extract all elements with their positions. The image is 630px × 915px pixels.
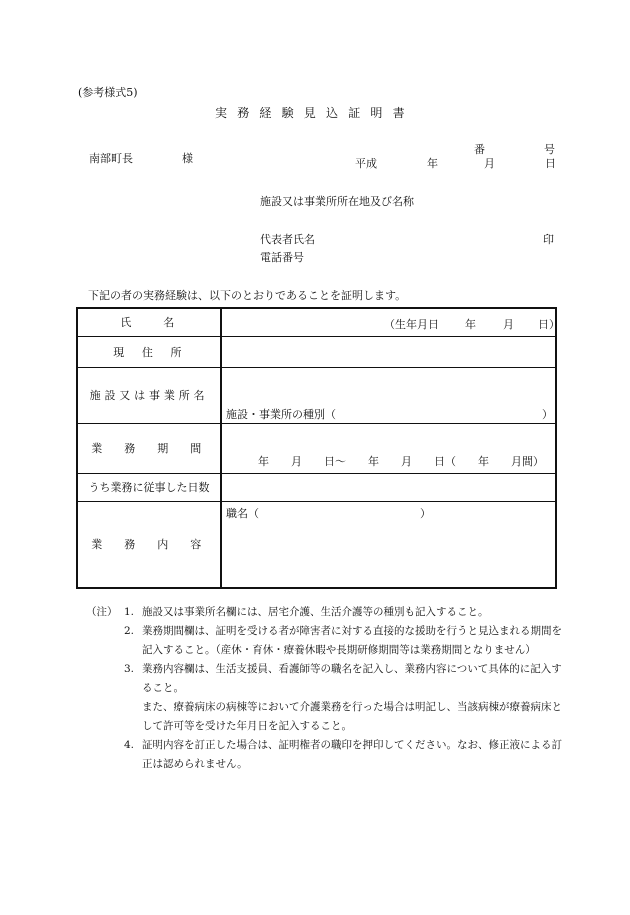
label-days: うち業務に従事した日数: [88, 481, 210, 494]
birth-day: 日）: [538, 318, 560, 331]
note-text: また、療養病床の病棟等において介護業務を行った場合は明記し、当該病棟が療養病床として許可等を受けた年月日を記入すること。: [142, 701, 562, 732]
note-item: [86, 660, 566, 698]
facility-type: 施設・事業所の種別（: [226, 407, 336, 421]
label-cell-name: [77, 308, 221, 336]
phone-label: 電話番号: [260, 251, 304, 264]
facility-address-label: 施設又は事業所所在地及び名称: [260, 195, 414, 208]
date-day: 日: [545, 157, 556, 170]
note-item: [86, 603, 566, 622]
certificate-table: [76, 307, 560, 589]
period-value-cell[interactable]: [221, 423, 556, 473]
birth-month: 月: [503, 318, 514, 331]
name-value-cell[interactable]: [221, 308, 560, 336]
days-value-cell[interactable]: [221, 473, 556, 501]
row-name: [77, 308, 556, 336]
birth-open: （生年月日: [384, 318, 439, 331]
number-suffix: 号: [544, 143, 555, 156]
facility-type-close: ）: [542, 407, 553, 421]
date-month: 月: [484, 157, 495, 170]
birth-year: 年: [465, 318, 476, 331]
note-item: [86, 736, 566, 774]
note-num: [124, 698, 142, 736]
label-address: 現 住 所: [113, 345, 185, 359]
period-text: 年 月 日～ 年 月 日（ 年 月間）: [258, 454, 544, 468]
label-facility: 施設又は事業所名: [89, 389, 209, 402]
note-num: 1.: [124, 606, 135, 618]
content-value-cell[interactable]: [221, 501, 556, 588]
row-address: [77, 336, 556, 367]
label-cell-period: [77, 423, 221, 473]
note-text: 証明内容を訂正した場合は、証明権者の職印を押印してください。なお、修正液による訂正は認められません。: [142, 739, 562, 770]
note-num: 2.: [124, 625, 135, 637]
intro-text: 下記の者の実務経験は、以下のとおりであることを証明します。: [88, 289, 407, 302]
label-cell-days: [77, 473, 221, 501]
label-cell-address: [77, 336, 221, 367]
note-text: 施設又は事業所名欄には、居宅介護、生活介護等の種別も記入すること。: [142, 606, 489, 618]
address-value-cell[interactable]: [221, 336, 556, 367]
job-title: 職名（: [226, 506, 259, 520]
date-year: 年: [427, 157, 438, 170]
note-item: [86, 698, 566, 736]
number-label: 番: [474, 143, 485, 156]
notes: [86, 603, 566, 774]
row-facility: [77, 367, 556, 423]
date-era: 平成: [355, 157, 377, 170]
seal-mark: 印: [543, 233, 554, 246]
row-days: [77, 473, 556, 501]
document-title: 実務経験見込証明書: [215, 106, 415, 120]
note-text: 業務期間欄は、証明を受ける者が障害者に対する直接的な援助を行うと見込まれる期間を記入すること。（産休・育休・療養休暇や長期研修期間等は業務期間となりません）: [142, 625, 562, 656]
facility-value-cell[interactable]: [221, 367, 556, 423]
note-num: 3.: [124, 663, 135, 675]
row-period: [77, 423, 556, 473]
job-title-close: ）: [420, 506, 431, 520]
label-cell-content: [77, 501, 221, 588]
label-cell-facility: [77, 367, 221, 423]
addressee: 南部町長: [89, 152, 133, 165]
label-period: 業 務 期 間: [91, 442, 207, 455]
note-num: 4.: [124, 739, 135, 751]
label-content: 業 務 内 容: [91, 538, 207, 552]
notes-head: （注）: [86, 606, 118, 618]
label-name: 氏 名: [120, 316, 178, 330]
form-ref: (参考様式5): [78, 86, 138, 99]
honorific: 様: [182, 152, 193, 165]
note-text: 業務内容欄は、生活支援員、看護師等の職名を記入し、業務内容について具体的に記入すること。: [142, 663, 562, 694]
note-item: [86, 622, 566, 660]
representative-label: 代表者氏名: [260, 233, 315, 246]
row-content: [77, 501, 556, 588]
